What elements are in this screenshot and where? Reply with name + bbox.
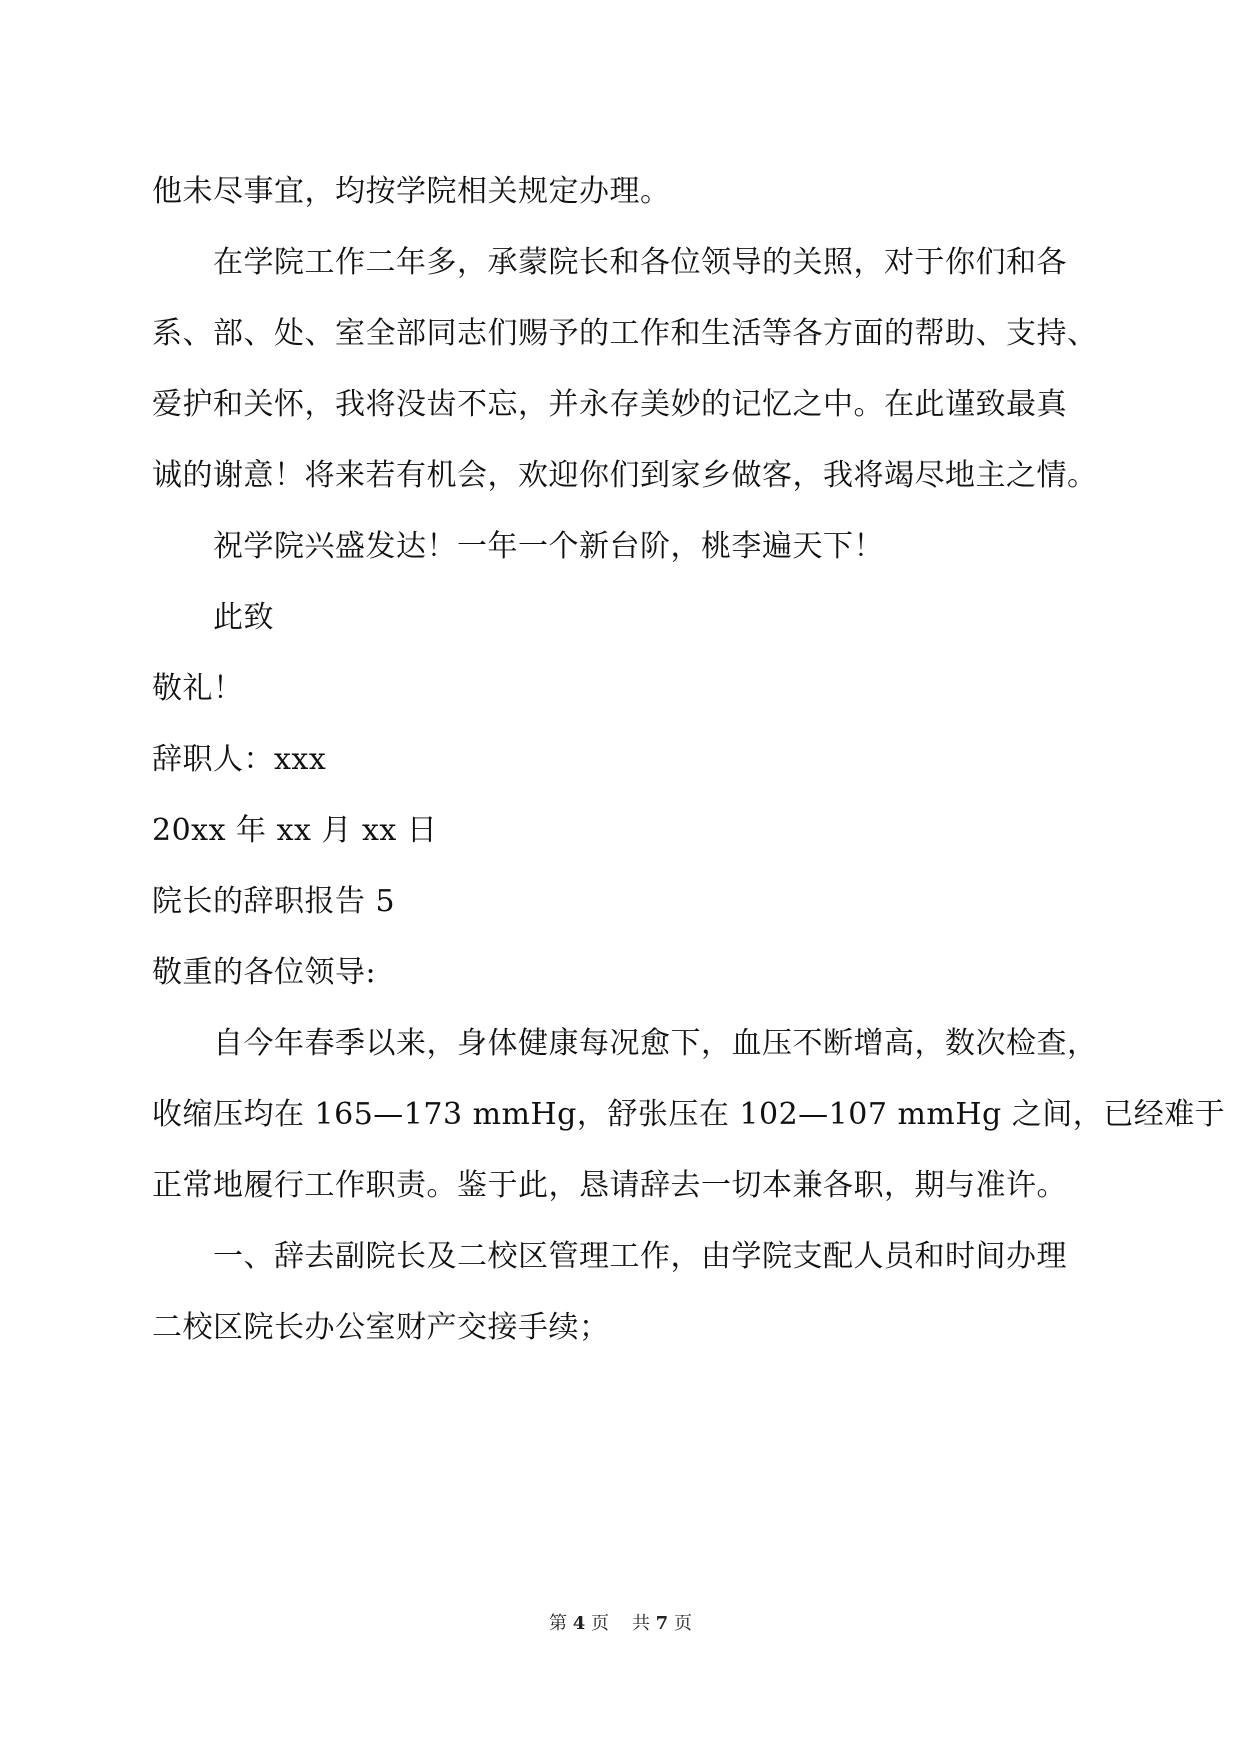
text-line: 系、部、处、室全部同志们赐予的工作和生活等各方面的帮助、支持、 <box>152 316 1098 351</box>
salutation-line: 敬重的各位领导: <box>152 955 377 990</box>
section-title: 院长的辞职报告 5 <box>152 884 396 919</box>
text-line: 二校区院长办公室财产交接手续； <box>152 1310 610 1345</box>
text-line: 正常地履行工作职责。鉴于此，恳请辞去一切本兼各职，期与准许。 <box>152 1168 1067 1203</box>
current-page-number: 4 <box>572 1613 586 1634</box>
text-line: 敬礼！ <box>152 671 244 706</box>
text-line: 爱护和关怀，我将没齿不忘，并永存美妙的记忆之中。在此谨致最真 <box>152 387 1067 422</box>
text-line: 他未尽事宜，均按学院相关规定办理。 <box>152 174 671 209</box>
footer-total-prefix: 共 <box>631 1613 650 1634</box>
footer-prefix: 第 <box>549 1613 568 1634</box>
page-footer <box>0 1612 1241 1636</box>
text-line: 祝学院兴盛发达！一年一个新台阶，桃李遍天下！ <box>213 529 884 564</box>
text-line: 收缩压均在 165—173 mmHg，舒张压在 102—107 mmHg 之间，已经难于 <box>152 1097 1226 1132</box>
text-line: 诚的谢意！将来若有机会，欢迎你们到家乡做客，我将竭尽地主之情。 <box>152 458 1098 493</box>
date-line: 20xx 年 xx 月 xx 日 <box>152 813 438 848</box>
footer-total-unit: 页 <box>673 1613 692 1634</box>
text-line: 自今年春季以来，身体健康每况愈下，血压不断增高，数次检查， <box>213 1026 1098 1061</box>
text-line: 在学院工作二年多，承蒙院长和各位领导的关照，对于你们和各 <box>213 245 1067 280</box>
text-line: 此致 <box>213 600 274 635</box>
footer-page-unit: 页 <box>591 1613 610 1634</box>
text-line: 一、辞去副院长及二校区管理工作，由学院支配人员和时间办理 <box>213 1239 1067 1274</box>
total-pages-number: 7 <box>655 1613 669 1634</box>
signature-line: 辞职人：xxx <box>152 742 327 777</box>
